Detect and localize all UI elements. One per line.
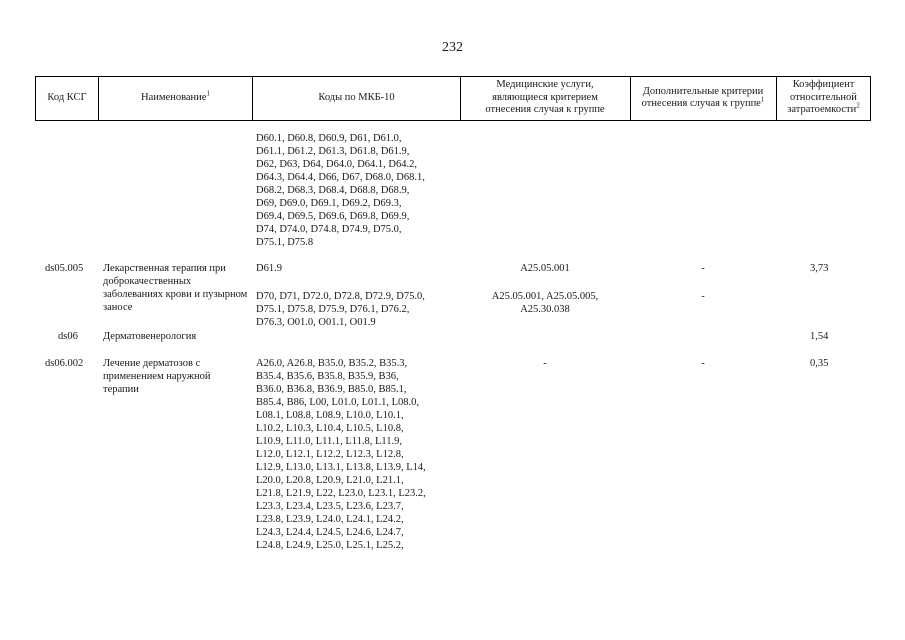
page-number: 232 [442,40,463,55]
service-line: A25.30.038 [520,304,570,315]
header-cell-name: Наименование$^1$ [141,89,210,103]
services-cell [460,357,630,370]
mkb-line: L24.8, L24.9, L25.0, L25.1, L25.2, [256,540,404,551]
mkb-line: D61.9 [256,263,282,274]
mkb-line: L12.9, L13.0, L13.1, L13.8, L13.9, L14, [256,462,426,473]
header-cell-code: Код КСГ [47,91,87,103]
services-cell [460,262,630,275]
criteria-cell: - [701,263,705,274]
ksg-code: ds06.002 [45,358,84,369]
mkb-line: L21.8, L21.9, L22, L23.0, L23.1, L23.2, [256,488,426,499]
mkb-line: L20.0, L20.8, L20.9, L21.0, L21.1, [256,475,404,486]
header-cell-mkb: Коды по МКБ-10 [318,91,395,103]
ksg-name: Лечение дерматозов с применением наружной терапии [103,358,211,395]
mkb-line: L10.9, L11.0, L11.1, L11.8, L11.9, [256,436,403,447]
mkb-line: D61.1, D61.2, D61.3, D61.8, D61.9, [256,146,410,157]
header-cell-services: Медицинские услуги, являющиеся критерием отнесения случая к группе [485,79,605,116]
column-divider [460,76,461,120]
mkb-codes-cell [256,132,425,249]
mkb-line: L12.0, L12.1, L12.2, L12.3, L12.8, [256,449,404,460]
mkb-line: D62, D63, D64, D64.0, D64.1, D64.2, [256,159,417,170]
mkb-line: D74, D74.0, D74.8, D74.9, D75.0, [256,224,402,235]
service-line: A25.05.001, A25.05.005, [491,291,599,302]
service-line: A25.05.001 [520,263,570,274]
header-cell-criteria: Дополнительные критерии отнесения случая к группе$^1$ [641,85,765,109]
mkb-line: A26.0, A26.8, B35.0, B35.2, B35.3, [256,358,408,369]
coefficient-cell: 0,35 [810,358,829,369]
mkb-line: D76.3, O01.0, O01.1, O01.9 [256,317,376,328]
ksg-name: Дерматовенерология [103,331,197,342]
mkb-codes-cell [256,290,425,329]
mkb-line: D60.1, D60.8, D60.9, D61, D61.0, [256,133,402,144]
mkb-line: L24.3, L24.4, L24.5, L24.6, L24.7, [256,527,404,538]
mkb-codes-cell [256,262,282,275]
service-line: - [543,358,547,369]
ksg-code: ds05.005 [45,263,84,274]
mkb-line: L10.2, L10.3, L10.4, L10.5, L10.8, [256,423,404,434]
ksg-code: ds06 [58,331,78,342]
mkb-line: L23.8, L23.9, L24.0, L24.1, L24.2, [256,514,404,525]
mkb-line: B35.4, B35.6, B35.8, B35.9, B36, [256,371,399,382]
mkb-codes-cell [256,357,426,552]
mkb-line: D75.1, D75.8, D75.9, D76.1, D76.2, [256,304,410,315]
mkb-line: D69.4, D69.5, D69.6, D69.8, D69.9, [256,211,410,222]
column-divider [630,76,631,120]
coefficient-cell: 1,54 [810,331,829,342]
column-divider [870,76,871,120]
mkb-line: D68.2, D68.3, D68.4, D68.8, D68.9, [256,185,410,196]
criteria-cell: - [701,358,705,369]
mkb-line: L08.1, L08.8, L08.9, L10.0, L10.1, [256,410,404,421]
services-cell [460,290,630,316]
header-cell-coefficient: Коэффициент относительной затратоемкости$^2$ [787,79,860,116]
mkb-line: L23.3, L23.4, L23.5, L23.6, L23.7, [256,501,404,512]
mkb-line: B85.4, B86, L00, L01.0, L01.1, L08.0, [256,397,420,408]
header-bottom-rule [35,120,871,121]
mkb-line: B36.0, B36.8, B36.9, B85.0, B85.1, [256,384,407,395]
mkb-line: D64.3, D64.4, D66, D67, D68.0, D68.1, [256,172,425,183]
mkb-line: D70, D71, D72.0, D72.8, D72.9, D75.0, [256,291,425,302]
mkb-line: D69, D69.0, D69.1, D69.2, D69.3, [256,198,402,209]
mkb-line: D75.1, D75.8 [256,237,314,248]
criteria-cell: - [701,291,705,302]
coefficient-cell: 3,73 [810,263,829,274]
ksg-name: Лекарственная терапия при доброкачественных заболеваниях крови и пузырном заносе [103,263,248,313]
